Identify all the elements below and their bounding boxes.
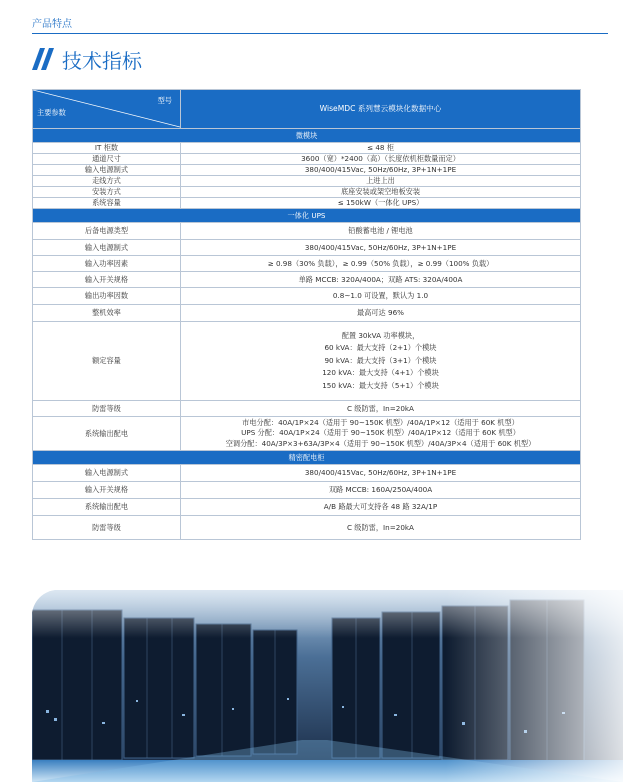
table-row xyxy=(33,165,581,176)
header-rule xyxy=(32,33,608,34)
table-row xyxy=(33,240,581,256)
param-cell: 走线方式 xyxy=(33,176,181,187)
param-cell: IT 柜数 xyxy=(33,143,181,154)
param-cell: 系统容量 xyxy=(33,198,181,209)
section-title: 精密配电柜 xyxy=(33,451,581,465)
table-row xyxy=(33,482,581,499)
title-block xyxy=(32,47,142,71)
value-cell: 最高可达 96% xyxy=(181,305,581,322)
section-title: 一体化 UPS xyxy=(33,209,581,223)
table-row xyxy=(33,516,581,540)
value-cell xyxy=(181,417,581,451)
param-cell: 输出功率因数 xyxy=(33,288,181,305)
value-cell: 380/400/415Vac, 50Hz/60Hz, 3P+1N+1PE xyxy=(181,240,581,256)
value-cell: ≥ 0.98（30% 负载），≥ 0.99（50% 负载），≥ 0.99（100% 负载） xyxy=(181,256,581,272)
param-cell: 系统输出配电 xyxy=(33,499,181,516)
value-cell: 铅酸蓄电池 / 锂电池 xyxy=(181,223,581,240)
capacity-line: 150 kVA：最大支持（5+1）个模块 xyxy=(322,380,439,390)
value-cell: 双路 MCCB: 160A/250A/400A xyxy=(181,482,581,499)
table-row xyxy=(33,223,581,240)
section-row xyxy=(33,129,581,143)
section-row xyxy=(33,209,581,223)
spec-table xyxy=(32,89,581,540)
value-cell: 380/400/415Vac, 50Hz/60Hz, 3P+1N+1PE xyxy=(181,465,581,482)
value-cell: ≤ 48 柜 xyxy=(181,143,581,154)
param-cell: 输入开关规格 xyxy=(33,482,181,499)
table-row xyxy=(33,288,581,305)
capacity-line: 配置 30kVA 功率模块， xyxy=(341,330,420,340)
product-header: WiseMDC 系列慧云模块化数据中心 xyxy=(181,90,581,129)
datacenter-photo xyxy=(32,590,623,782)
param-cell: 额定容量 xyxy=(33,322,181,401)
distribution-line: UPS 分配：40A/1P×24（适用于 90~150K 机型）/40A/1P×12（适用于 60K 机型） xyxy=(241,428,520,438)
table-row xyxy=(33,465,581,482)
param-cell: 防雷等级 xyxy=(33,516,181,540)
page-title: 技术指标 xyxy=(62,48,142,73)
section-title: 微模块 xyxy=(33,129,581,143)
capacity-line: 120 kVA：最大支持（4+1）个模块 xyxy=(322,368,439,378)
param-cell: 输入开关规格 xyxy=(33,272,181,288)
param-cell: 输入电源制式 xyxy=(33,465,181,482)
param-cell: 输入电源制式 xyxy=(33,240,181,256)
table-row xyxy=(33,499,581,516)
table-row xyxy=(33,187,581,198)
value-cell: 单路 MCCB: 320A/400A；双路 ATS: 320A/400A xyxy=(181,272,581,288)
server-aisle-illustration xyxy=(32,590,623,782)
value-cell: 380/400/415Vac, 50Hz/60Hz, 3P+1N+1PE xyxy=(181,165,581,176)
capacity-line: 60 kVA：最大支持（2+1）个模块 xyxy=(324,343,437,353)
param-cell: 系统输出配电 xyxy=(33,417,181,451)
double-slash-icon xyxy=(32,48,56,70)
distribution-line: 市电分配：40A/1P×24（适用于 90~150K 机型）/40A/1P×12（适用于 60K 机型） xyxy=(242,417,519,427)
value-cell: 0.8~1.0 可设置，默认为 1.0 xyxy=(181,288,581,305)
table-row xyxy=(33,401,581,417)
value-cell: A/B 路最大可支持各 48 路 32A/1P xyxy=(181,499,581,516)
value-cell xyxy=(181,322,581,401)
param-cell: 整机效率 xyxy=(33,305,181,322)
table-row xyxy=(33,322,581,401)
corner-model-label: 型号 xyxy=(157,96,172,105)
table-row xyxy=(33,256,581,272)
section-label: 产品特点 xyxy=(32,19,72,30)
value-cell: 上进上出 xyxy=(181,176,581,187)
table-row xyxy=(33,272,581,288)
value-cell: ≤ 150kW（一体化 UPS） xyxy=(181,198,581,209)
table-row xyxy=(33,176,581,187)
value-cell: C 级防雷，In=20kA xyxy=(181,401,581,417)
table-row xyxy=(33,417,581,451)
capacity-line: 90 kVA：最大支持（3+1）个模块 xyxy=(324,355,437,365)
table-row xyxy=(33,143,581,154)
param-cell: 安装方式 xyxy=(33,187,181,198)
corner-cell xyxy=(33,90,181,129)
value-cell: 3600（宽）*2400（高）（长度依机柜数量而定） xyxy=(181,154,581,165)
table-row xyxy=(33,198,581,209)
corner-param-label: 主要参数 xyxy=(37,108,66,117)
value-cell: C 级防雷，In=20kA xyxy=(181,516,581,540)
table-header-row xyxy=(33,90,581,129)
param-cell: 输入电源制式 xyxy=(33,165,181,176)
param-cell: 输入功率因素 xyxy=(33,256,181,272)
param-cell: 通道尺寸 xyxy=(33,154,181,165)
section-row xyxy=(33,451,581,465)
distribution-line: 空调分配：40A/3P×3+63A/3P×4（适用于 90~150K 机型）/40A/3P×4（适用于 60K 机型） xyxy=(225,438,536,448)
table-row xyxy=(33,305,581,322)
param-cell: 后备电源类型 xyxy=(33,223,181,240)
table-row xyxy=(33,154,581,165)
value-cell: 底座安装或架空地板安装 xyxy=(181,187,581,198)
param-cell: 防雷等级 xyxy=(33,401,181,417)
